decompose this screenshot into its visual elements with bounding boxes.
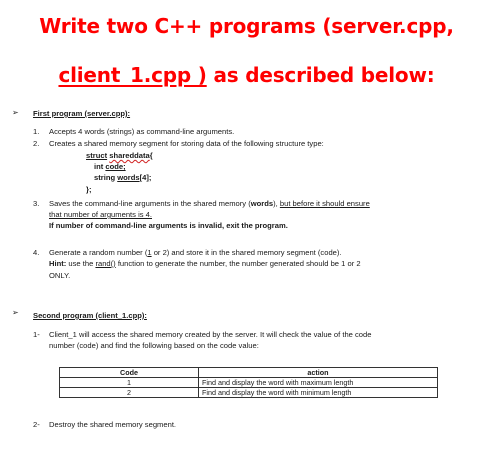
server-item-3: Saves the command-line arguments in the shared memory (words), but before it should ensure [49,199,370,208]
server-item-2-num: 2. [33,139,40,148]
struct-close: }; [86,185,92,194]
title-client-filename: client_1.cpp ) [58,63,207,87]
title-line-2-rest: as described below: [206,63,435,87]
server-heading: First program (server.cpp): [33,109,131,118]
server-item-3-line-2: that number of arguments is 4. [49,210,152,219]
client-item-2-num: 2- [33,420,40,429]
title-line-1: Write two C++ programs (server.cpp, [39,14,454,38]
client-item-1-num: 1- [33,330,40,339]
struct-field-code: int code; [94,162,126,171]
client-item-1: Client_1 will access the shared memory created by the server. It will check the value of the code [49,330,372,339]
client-item-2: Destroy the shared memory segment. [49,420,177,429]
client-heading: Second program (client_1.cpp): [33,311,147,320]
table-row [60,378,438,388]
server-item-1: Accepts 4 words (strings) as command-line arguments. [49,127,235,136]
server-hint-line-2: ONLY. [49,271,71,280]
table-row [60,388,438,398]
title-line-2 [0,63,493,87]
server-item-3-bold: If number of command-line arguments is invalid, exit the program. [49,221,288,230]
arrow-bullet-icon: ➢ [12,308,19,317]
arrow-bullet-icon: ➢ [12,108,19,117]
server-item-4: Generate a random number (1 or 2) and store it in the shared memory segment (code). [49,248,342,257]
table-header-row [60,368,438,378]
table-header-code: Code [60,368,199,378]
server-item-1-num: 1. [33,127,40,136]
table-cell-code: 2 [60,388,199,398]
table-header-action: action [199,368,438,378]
server-hint: Hint: use the rand() function to generate the number, the number generated should be 1 or 2 [49,259,361,268]
server-item-2: Creates a shared memory segment for storing data of the following structure type: [49,139,324,148]
table-cell-action: Find and display the word with maximum length [199,378,438,388]
server-item-3-num: 3. [33,199,40,208]
server-item-4-num: 4. [33,248,40,257]
table-cell-action: Find and display the word with minimum length [199,388,438,398]
table-cell-code: 1 [60,378,199,388]
struct-field-words: string words[4]; [94,173,152,182]
client-item-1-line-2: number (code) and find the following based on the code value: [49,341,259,350]
struct-declaration: struct shareddata{ [86,151,153,160]
code-action-table [59,367,438,398]
